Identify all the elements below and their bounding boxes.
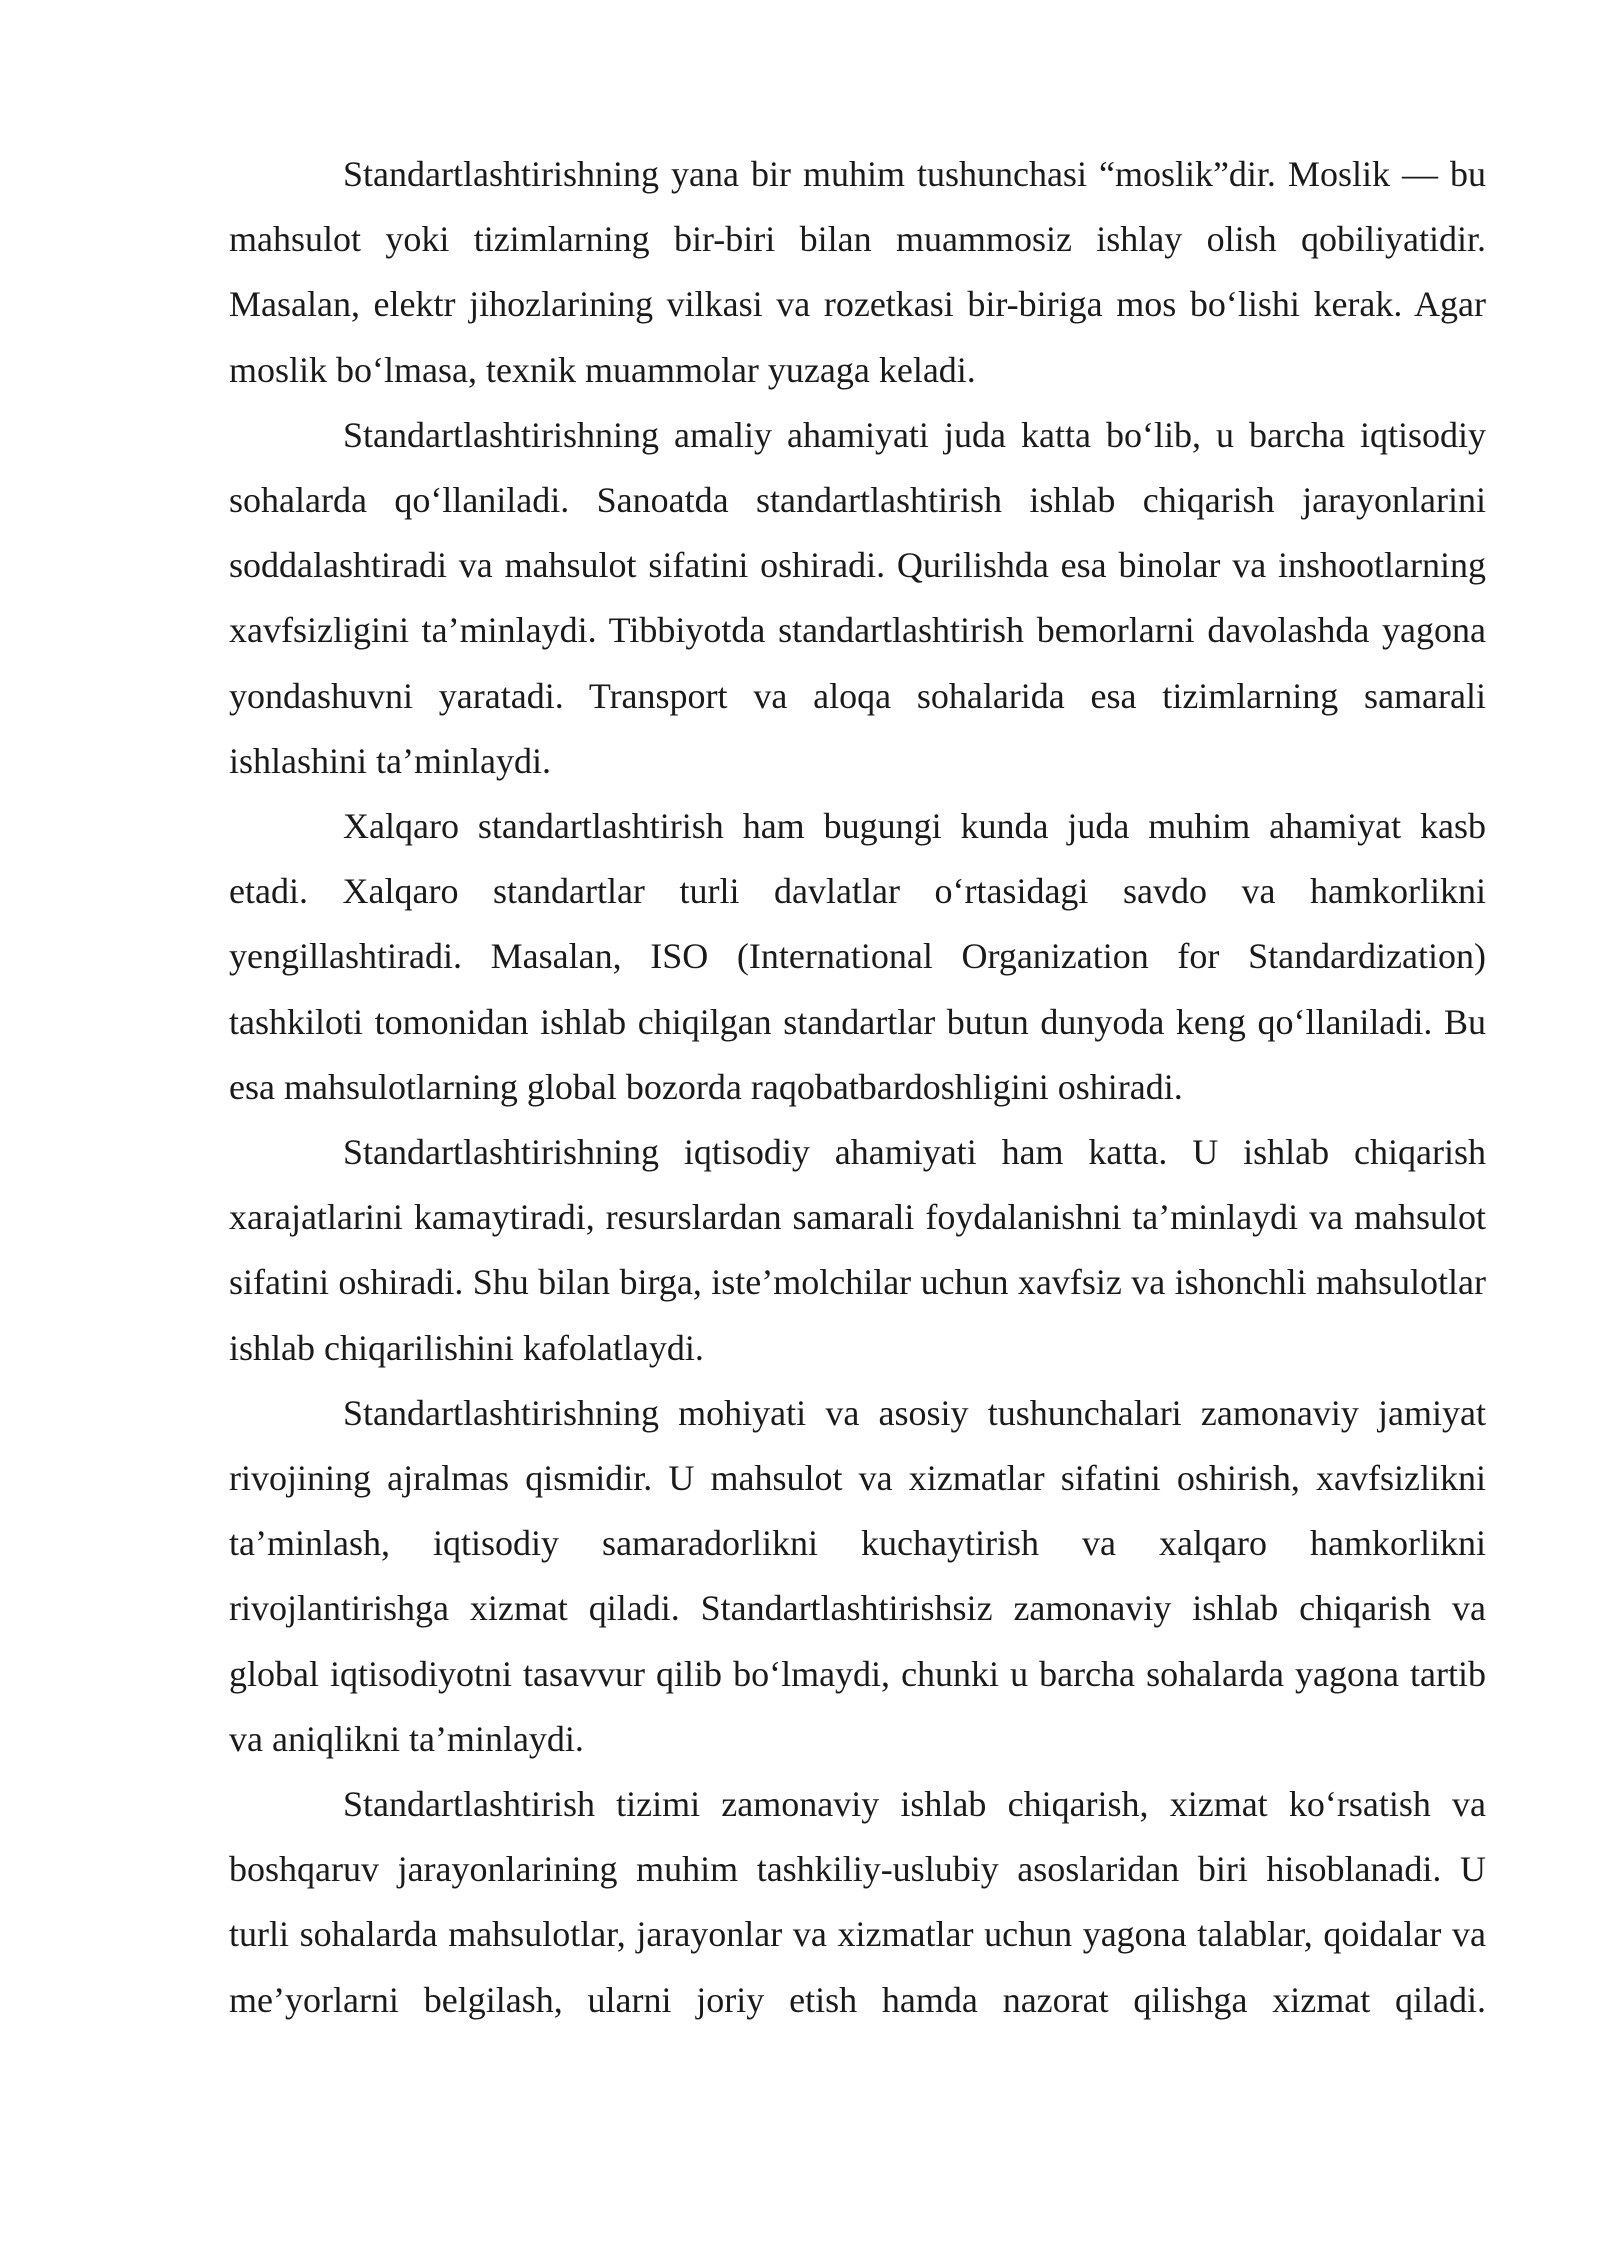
paragraph-economic-importance: Standartlashtirishning iqtisodiy ahamiyati ham katta. U ishlab chiqarish xarajatlarini kamaytiradi, resurslardan samarali foydalanishni ta’minlaydi va mahsulot sifatini oshiradi. Shu bilan birga, iste’molchilar uchun xavfsiz va ishonchli mahsulotlar ishlab chiqarilishini kafolatlaydi.: [229, 1132, 1486, 1368]
paragraph-international-standardization: Xalqaro standartlashtirish ham bugungi kunda juda muhim ahamiyat kasb etadi. Xalqaro standartlar turli davlatlar oʻrtasidagi savdo va hamkorlikni yengillashtiradi. Masalan, ISO (International Organization for Standardization) tashkiloti tomonidan ishlab chiqilgan standartlar butun dunyoda keng qoʻllaniladi. Bu esa mahsulotlarning global bozorda raqobatbardoshligini oshiradi.: [229, 806, 1486, 1107]
paragraph-essence-summary: Standartlashtirishning mohiyati va asosiy tushunchalari zamonaviy jamiyat rivojining ajralmas qismidir. U mahsulot va xizmatlar sifatini oshirish, xavfsizlikni ta’minlash, iqtisodiy samaradorlikni kuchaytirish va xalqaro hamkorlikni rivojlantirishga xizmat qiladi. Standartlashtirishsiz zamonaviy ishlab chiqarish va global iqtisodiyotni tasavvur qilib boʻlmaydi, chunki u barcha sohalarda yagona tartib va aniqlikni ta’minlaydi.: [229, 1392, 1486, 1759]
paragraph-compatibility: Standartlashtirishning yana bir muhim tushunchasi “moslik”dir. Moslik — bu mahsulot yoki tizimlarning bir-biri bilan muammosiz ishlay olish qobiliyatidir. Masalan, elektr jihozlarining vilkasi va rozetkasi bir-biriga mos boʻlishi kerak. Agar moslik boʻlmasa, texnik muammolar yuzaga keladi.: [229, 154, 1486, 390]
document-body: [229, 142, 1486, 2033]
paragraph-practical-importance: Standartlashtirishning amaliy ahamiyati juda katta boʻlib, u barcha iqtisodiy sohalarda qoʻllaniladi. Sanoatda standartlashtirish ishlab chiqarish jarayonlarini soddalashtiradi va mahsulot sifatini oshiradi. Qurilishda esa binolar va inshootlarning xavfsizligini ta’minlaydi. Tibbiyotda standartlashtirish bemorlarni davolashda yagona yondashuvni yaratadi. Transport va aloqa sohalarida esa tizimlarning samarali ishlashini ta’minlaydi.: [229, 414, 1486, 781]
paragraph-standardization-system: Standartlashtirish tizimi zamonaviy ishlab chiqarish, xizmat koʻrsatish va boshqaruv jarayonlarining muhim tashkiliy-uslubiy asoslaridan biri hisoblanadi. U turli sohalarda mahsulotlar, jarayonlar va xizmatlar uchun yagona talablar, qoidalar va me’yorlarni belgilash, ularni joriy etish hamda nazorat qilishga xizmat qiladi.: [229, 1784, 1486, 2020]
